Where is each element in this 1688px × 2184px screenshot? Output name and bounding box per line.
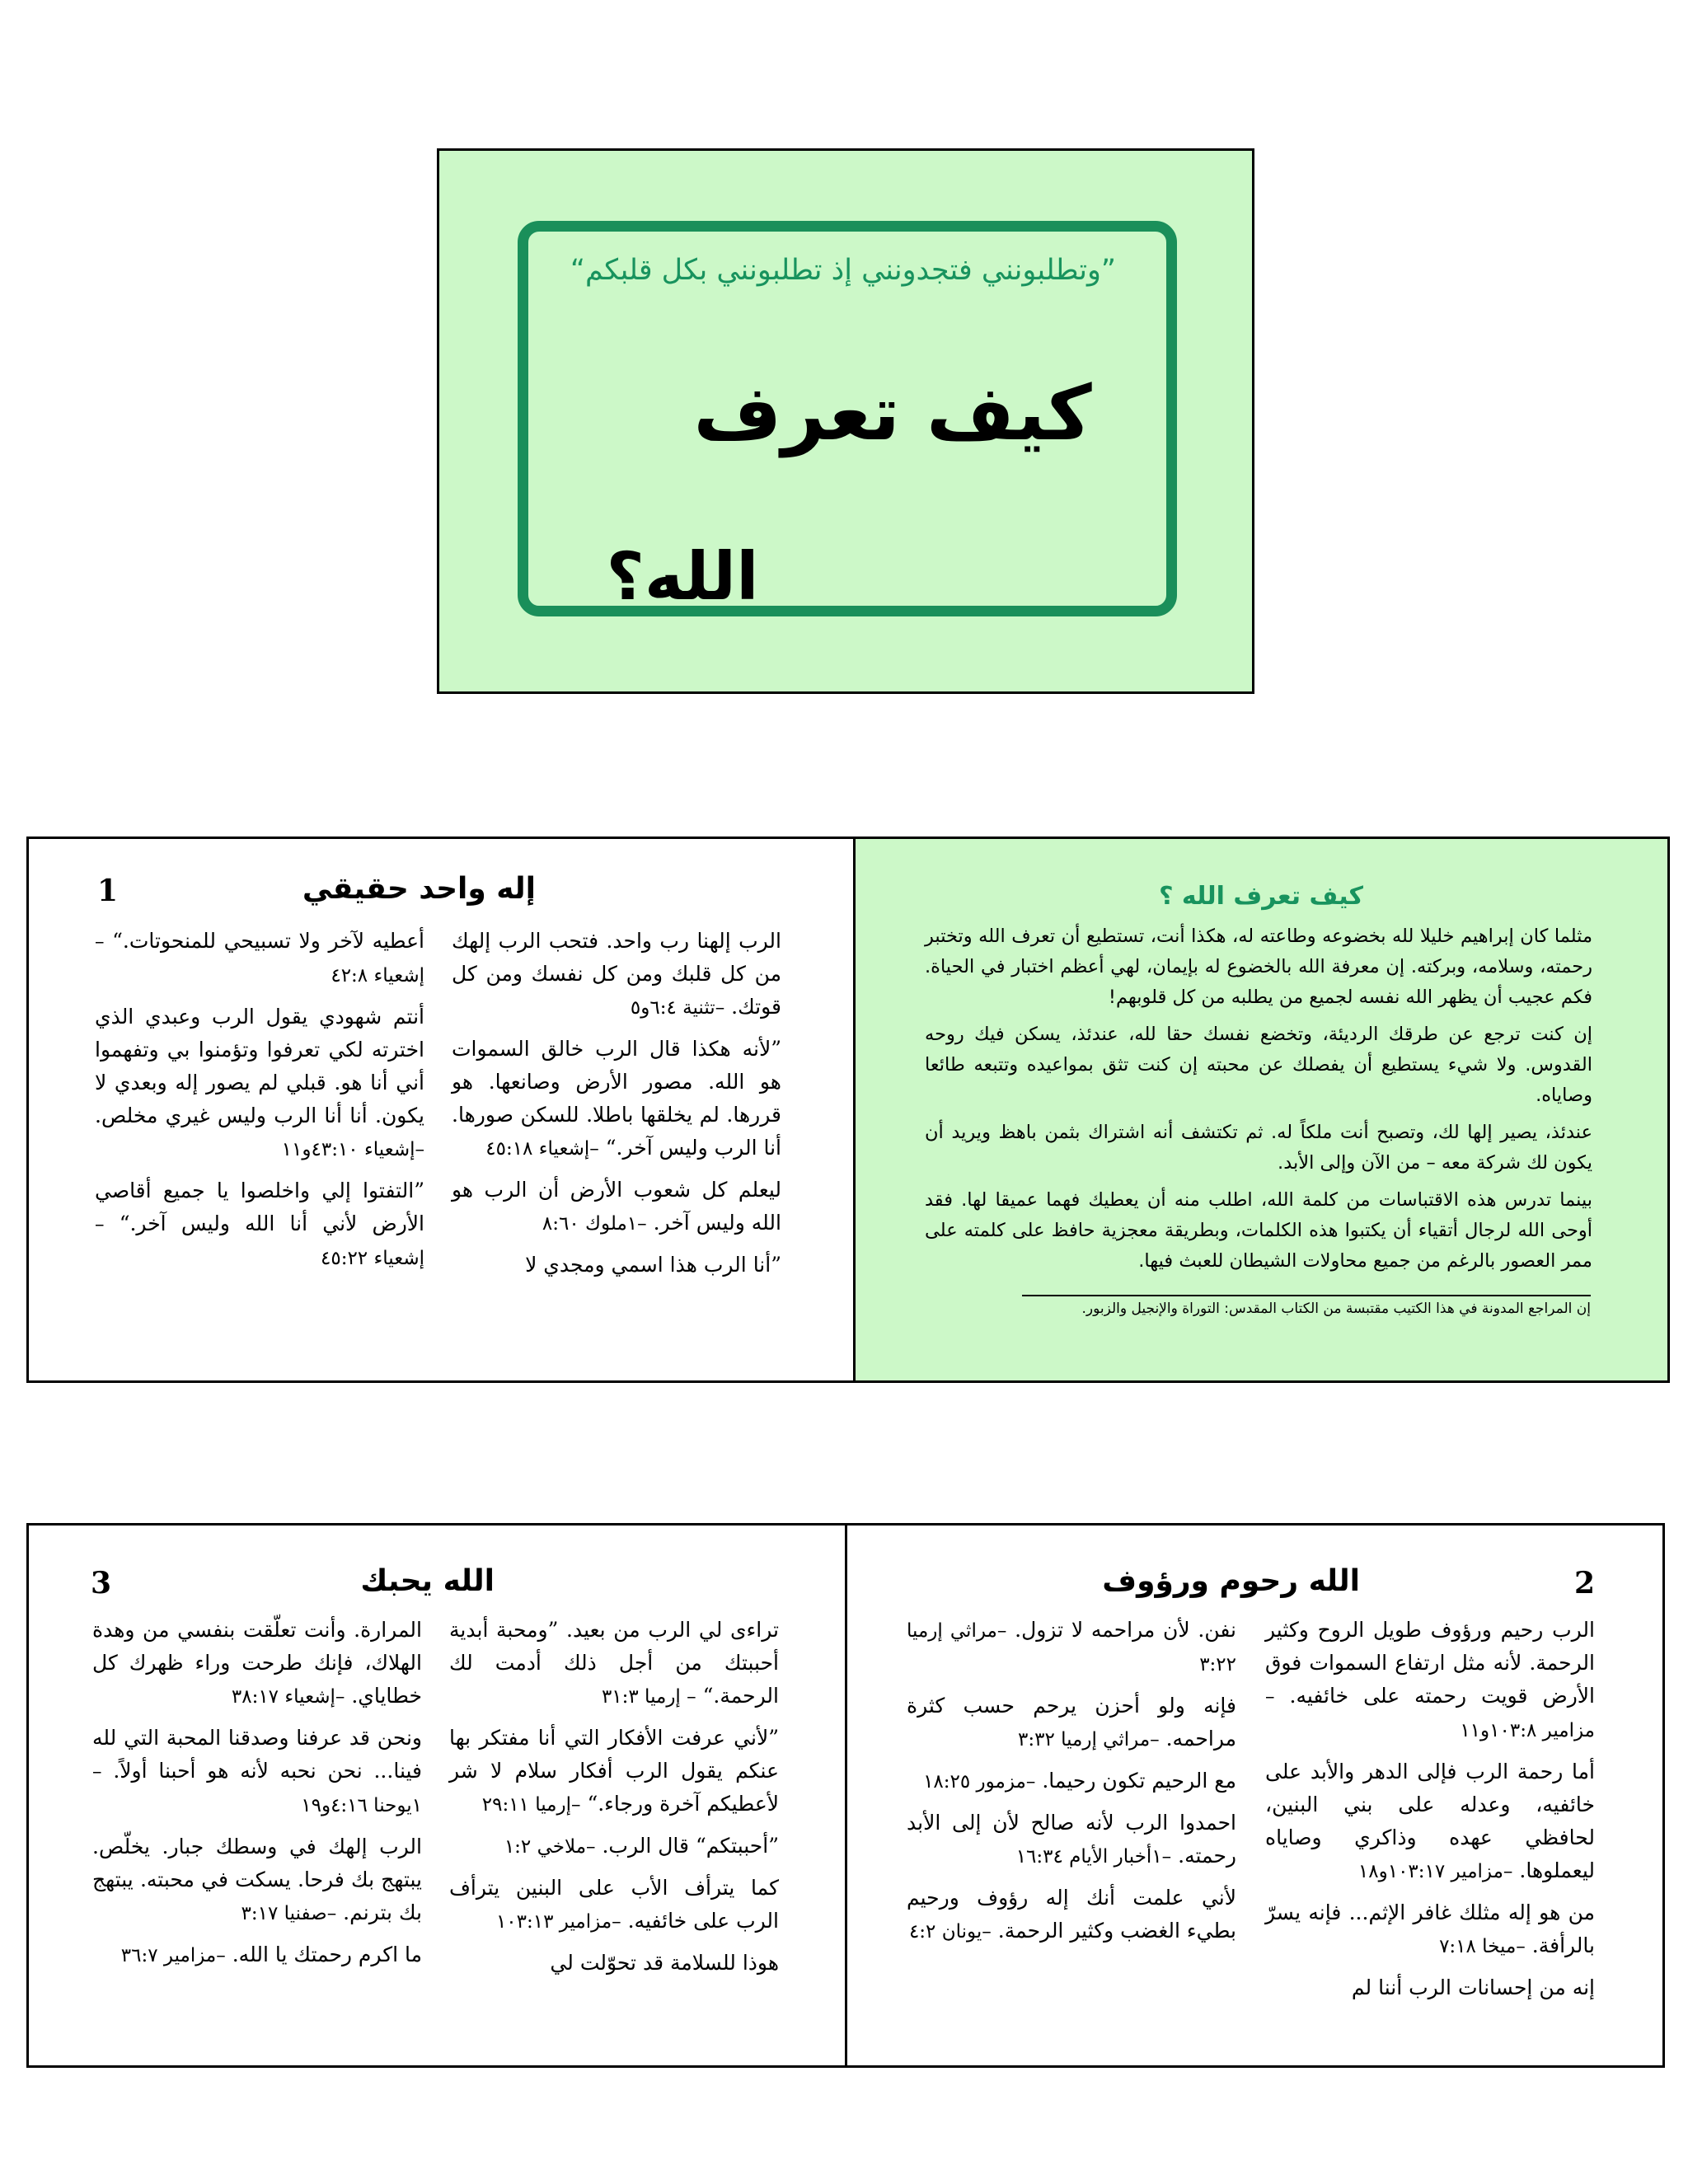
cover-title: كيف تعرف <box>693 369 1092 457</box>
verse: الرب رحيم ورؤوف طويل الروح وكثير الرحمة. لأنه مثل ارتفاع السموات فوق الأرض قويت رحمته على خائفيه. –مزامير ١٠٣:٨و١١ <box>1265 1618 1595 1741</box>
page-divider <box>845 1523 847 2068</box>
verse: لأني علمت أنك إله رؤوف ورحيم بطيء الغضب وكثير الرحمة. –يونان ٤:٢ <box>907 1886 1236 1943</box>
verse: هوذا للسلامة قد تحوّلت لي <box>550 1951 779 1975</box>
verse: احمدوا الرب لأنه صالح لأن إلى الأبد رحمته. –١أخبار الأيام ١٦:٣٤ <box>907 1811 1236 1868</box>
verse: ونحن قد عرفنا وصدقنا المحبة التي لله فينا... نحن نحبه لأنه هو أحبنا أولاً. –١يوحنا ٤:١٦و١٩ <box>92 1726 422 1816</box>
verse-reference: –مزامير ٣٦:٧ <box>120 1945 226 1966</box>
intro-paragraph: عندئذ، يصير إلها لك، وتصبح أنت ملكاً له. ثم تكتشف أنه اشتراك بثمن باهظ ويريد أن يكون لك شركة معه – من الآن وإلى الأبد. <box>925 1122 1592 1174</box>
verse: نفن. لأن مراحمه لا تزول. –مراثي إرميا ٣:٢٢ <box>907 1618 1236 1675</box>
verse-reference: –صفنيا ٣:١٧ <box>241 1903 337 1924</box>
cover-title-line2: الله؟ <box>606 538 759 615</box>
booklet-cover <box>437 148 1254 694</box>
intro-title: كيف تعرف الله ؟ <box>1159 882 1363 911</box>
verse-reference: –١أخبار الأيام ١٦:٣٤ <box>1015 1846 1172 1868</box>
verse: ”التفتوا إلي واخلصوا يا جميع أقاصي الأرض لأني أنا الله وليس آخر.“ –إشعياء ٤٥:٢٢ <box>95 1179 424 1269</box>
intro-paragraph: مثلما كان إبراهيم خليلا لله بخضوعه وطاعته له، هكذا أنت، تستطيع أن تعرف الله وتختبر رحمته، وسلامه، وبركته. إن معرفة الله بالخضوع له بإيمان، لهي أعظم اختبار في الحياة. فكم عجيب أن يظهر الله نفسه لجميع من يطلبه من كل قلوبهم! <box>925 926 1592 1008</box>
verse-reference: –ملاخي ١:٢ <box>504 1836 596 1858</box>
verse: الرب إلهنا رب واحد. فتحب الرب إلهك من كل قلبك ومن كل نفسك ومن كل قوتك. –تثنية ٦:٤و٥ <box>452 929 781 1019</box>
page2-column-right <box>1265 1614 1595 2013</box>
page-title: الله يحبك <box>360 1564 495 1598</box>
verse: ”لأنه هكذا قال الرب خالق السموات هو الله. مصور الأرض وصانعها. هو قررها. لم يخلقها باطلا. للسكن صورها. أنا الرب وليس آخر.“ –إشعياء ٤٥:١٨ <box>452 1037 781 1160</box>
page3-column-left <box>92 1614 422 1980</box>
page-number: 3 <box>91 1566 112 1601</box>
page2-column-left <box>907 1614 1236 1957</box>
verse-reference: – إرميا ٣١:٣ <box>601 1686 696 1708</box>
verse-reference: –مراثي إرميا ٣:٢٢ <box>907 1620 1236 1675</box>
verse-reference: –مراثي إرميا ٣:٣٢ <box>1017 1729 1160 1750</box>
page1-column-right <box>452 925 781 1290</box>
verse-reference: –إشعياء ٤٥:٢٢ <box>95 1214 424 1269</box>
verse: تراءى لي الرب من بعيد. ”ومحبة أبدية أحببتك من أجل ذلك أدمت لك الرحمة.“ – إرميا ٣١:٣ <box>449 1618 779 1708</box>
verse-reference: –تثنية ٦:٤و٥ <box>630 997 725 1019</box>
verse-reference: –إشعياء ٤٣:١٠و١١ <box>281 1139 424 1160</box>
intro-paragraph: بينما تدرس هذه الاقتباسات من كلمة الله، اطلب منه أن يعطيك فهما عميقا لها. فقد أوحى الله لرجال أتقياء أن يكتبوا هذه الكلمات، وبطريقة معجزية حافظ على كلمته على ممر العصور بالرغم من جميع محاولات الشيطان للعبث فيها. <box>925 1189 1592 1272</box>
verse: إنه من إحسانات الرب أننا لم <box>1351 1975 1595 1999</box>
verse-reference: –١ملوك ٨:٦٠ <box>542 1213 647 1235</box>
footnote-divider <box>1022 1295 1591 1296</box>
verse-reference: –١يوحنا ٤:١٦و١٩ <box>92 1761 422 1816</box>
verse-reference: –إشعياء ٤٢:٨ <box>95 931 424 987</box>
verse: الرب إلهك في وسطك جبار. يخلّص. يبتهج بك فرحا. يسكت في محبته. يبتهج بك بترنم. –صفنيا ٣:١٧ <box>92 1835 422 1924</box>
page1-column-left <box>95 925 424 1283</box>
verse: ”أنا الرب هذا اسمي ومجدي لا <box>525 1253 781 1277</box>
verse-reference: –إرميا ٢٩:١١ <box>481 1794 581 1816</box>
verse: المرارة. وأنت تعلّقت بنفسي من وهدة الهلاك، فإنك طرحت وراء ظهرك كل خطاياي. –إشعياء ٣٨:١٧ <box>92 1618 422 1708</box>
verse: ليعلم كل شعوب الأرض أن الرب هو الله وليس آخر. –١ملوك ٨:٦٠ <box>452 1178 781 1235</box>
page-number: 1 <box>97 874 119 908</box>
verse: ما اكرم رحمتك يا الله. –مزامير ٣٦:٧ <box>120 1943 422 1966</box>
verse-reference: –إشعياء ٣٨:١٧ <box>231 1686 345 1708</box>
verse: أما رحمة الرب فإلى الدهر والأبد على خائفيه، وعدله على بني البنين، لحافظي عهده وذاكري وصاياه ليعملوها. –مزامير ١٠٣:١٧و١٨ <box>1265 1760 1595 1882</box>
verse-reference: –مزامير ١٠٣:٨و١١ <box>1265 1686 1595 1741</box>
footnote: إن المراجع المدونة في هذا الكتيب مقتبسة من الكتاب المقدس: التوراة والإنجيل والزبور. <box>1081 1301 1591 1317</box>
intro-paragraph: إن كنت ترجع عن طرقك الرديئة، وتخضع نفسك حقا لله، عندئذ، يسكن فيك روحه القدوس. ولا شيء يستطيع أن يفصلك عن محبته إن كنت تثق بمواعيده وتتبعه طائعا وصاياه. <box>925 1024 1592 1106</box>
cover-verse: ”وتطلبونني فتجدونني إذ تطلبونني بكل قلبكم“ <box>570 254 1117 287</box>
verse: أنتم شهودي يقول الرب وعبدي الذي اخترته لكي تعرفوا وتؤمنوا بي وتفهموا أني أنا هو. قبلي لم يصور إله وبعدي لا يكون. أنا أنا الرب وليس غيري مخلص. –إشعياء ٤٣:١٠و١١ <box>95 1005 424 1160</box>
verse-reference: –مزامير ١٠٣:١٣ <box>495 1911 621 1933</box>
verse-reference: –يونان ٤:٢ <box>908 1921 992 1943</box>
verse: من هو إله مثلك غافر الإثم... فإنه يسرّ بالرأفة. –ميخا ٧:١٨ <box>1265 1900 1595 1957</box>
verse: ”أحببتكم“ قال الرب. –ملاخي ١:٢ <box>504 1834 779 1858</box>
intro-text <box>925 921 1592 1283</box>
verse-reference: –مزمور ١٨:٢٥ <box>923 1771 1036 1793</box>
page-title: إله واحد حقيقي <box>302 872 536 906</box>
verse: فإنه ولو أحزن يرحم حسب كثرة مراحمه. –مراثي إرميا ٣:٣٢ <box>907 1694 1236 1750</box>
verse-reference: –إشعياء ٤٥:١٨ <box>485 1138 599 1160</box>
verse: مع الرحيم تكون رحيما. –مزمور ١٨:٢٥ <box>923 1769 1236 1793</box>
verse-reference: –مزامير ١٠٣:١٧و١٨ <box>1357 1861 1513 1882</box>
page-number: 2 <box>1574 1566 1596 1601</box>
verse-reference: –ميخا ٧:١٨ <box>1439 1936 1526 1957</box>
page3-column-right <box>449 1614 779 1988</box>
verse: ”لأني عرفت الأفكار التي أنا مفتكر بها عنكم يقول الرب أفكار سلام لا شر لأعطيكم آخرة ورجاء.“ –إرميا ٢٩:١١ <box>449 1726 779 1816</box>
page-title: الله رحوم ورؤوف <box>1102 1564 1360 1598</box>
verse: أعطيه لآخر ولا تسبيحي للمنحوتات.“ –إشعياء ٤٢:٨ <box>95 929 425 987</box>
verse: كما يترأف الأب على البنين يترأف الرب على خائفيه. –مزامير ١٠٣:١٣ <box>449 1876 779 1933</box>
